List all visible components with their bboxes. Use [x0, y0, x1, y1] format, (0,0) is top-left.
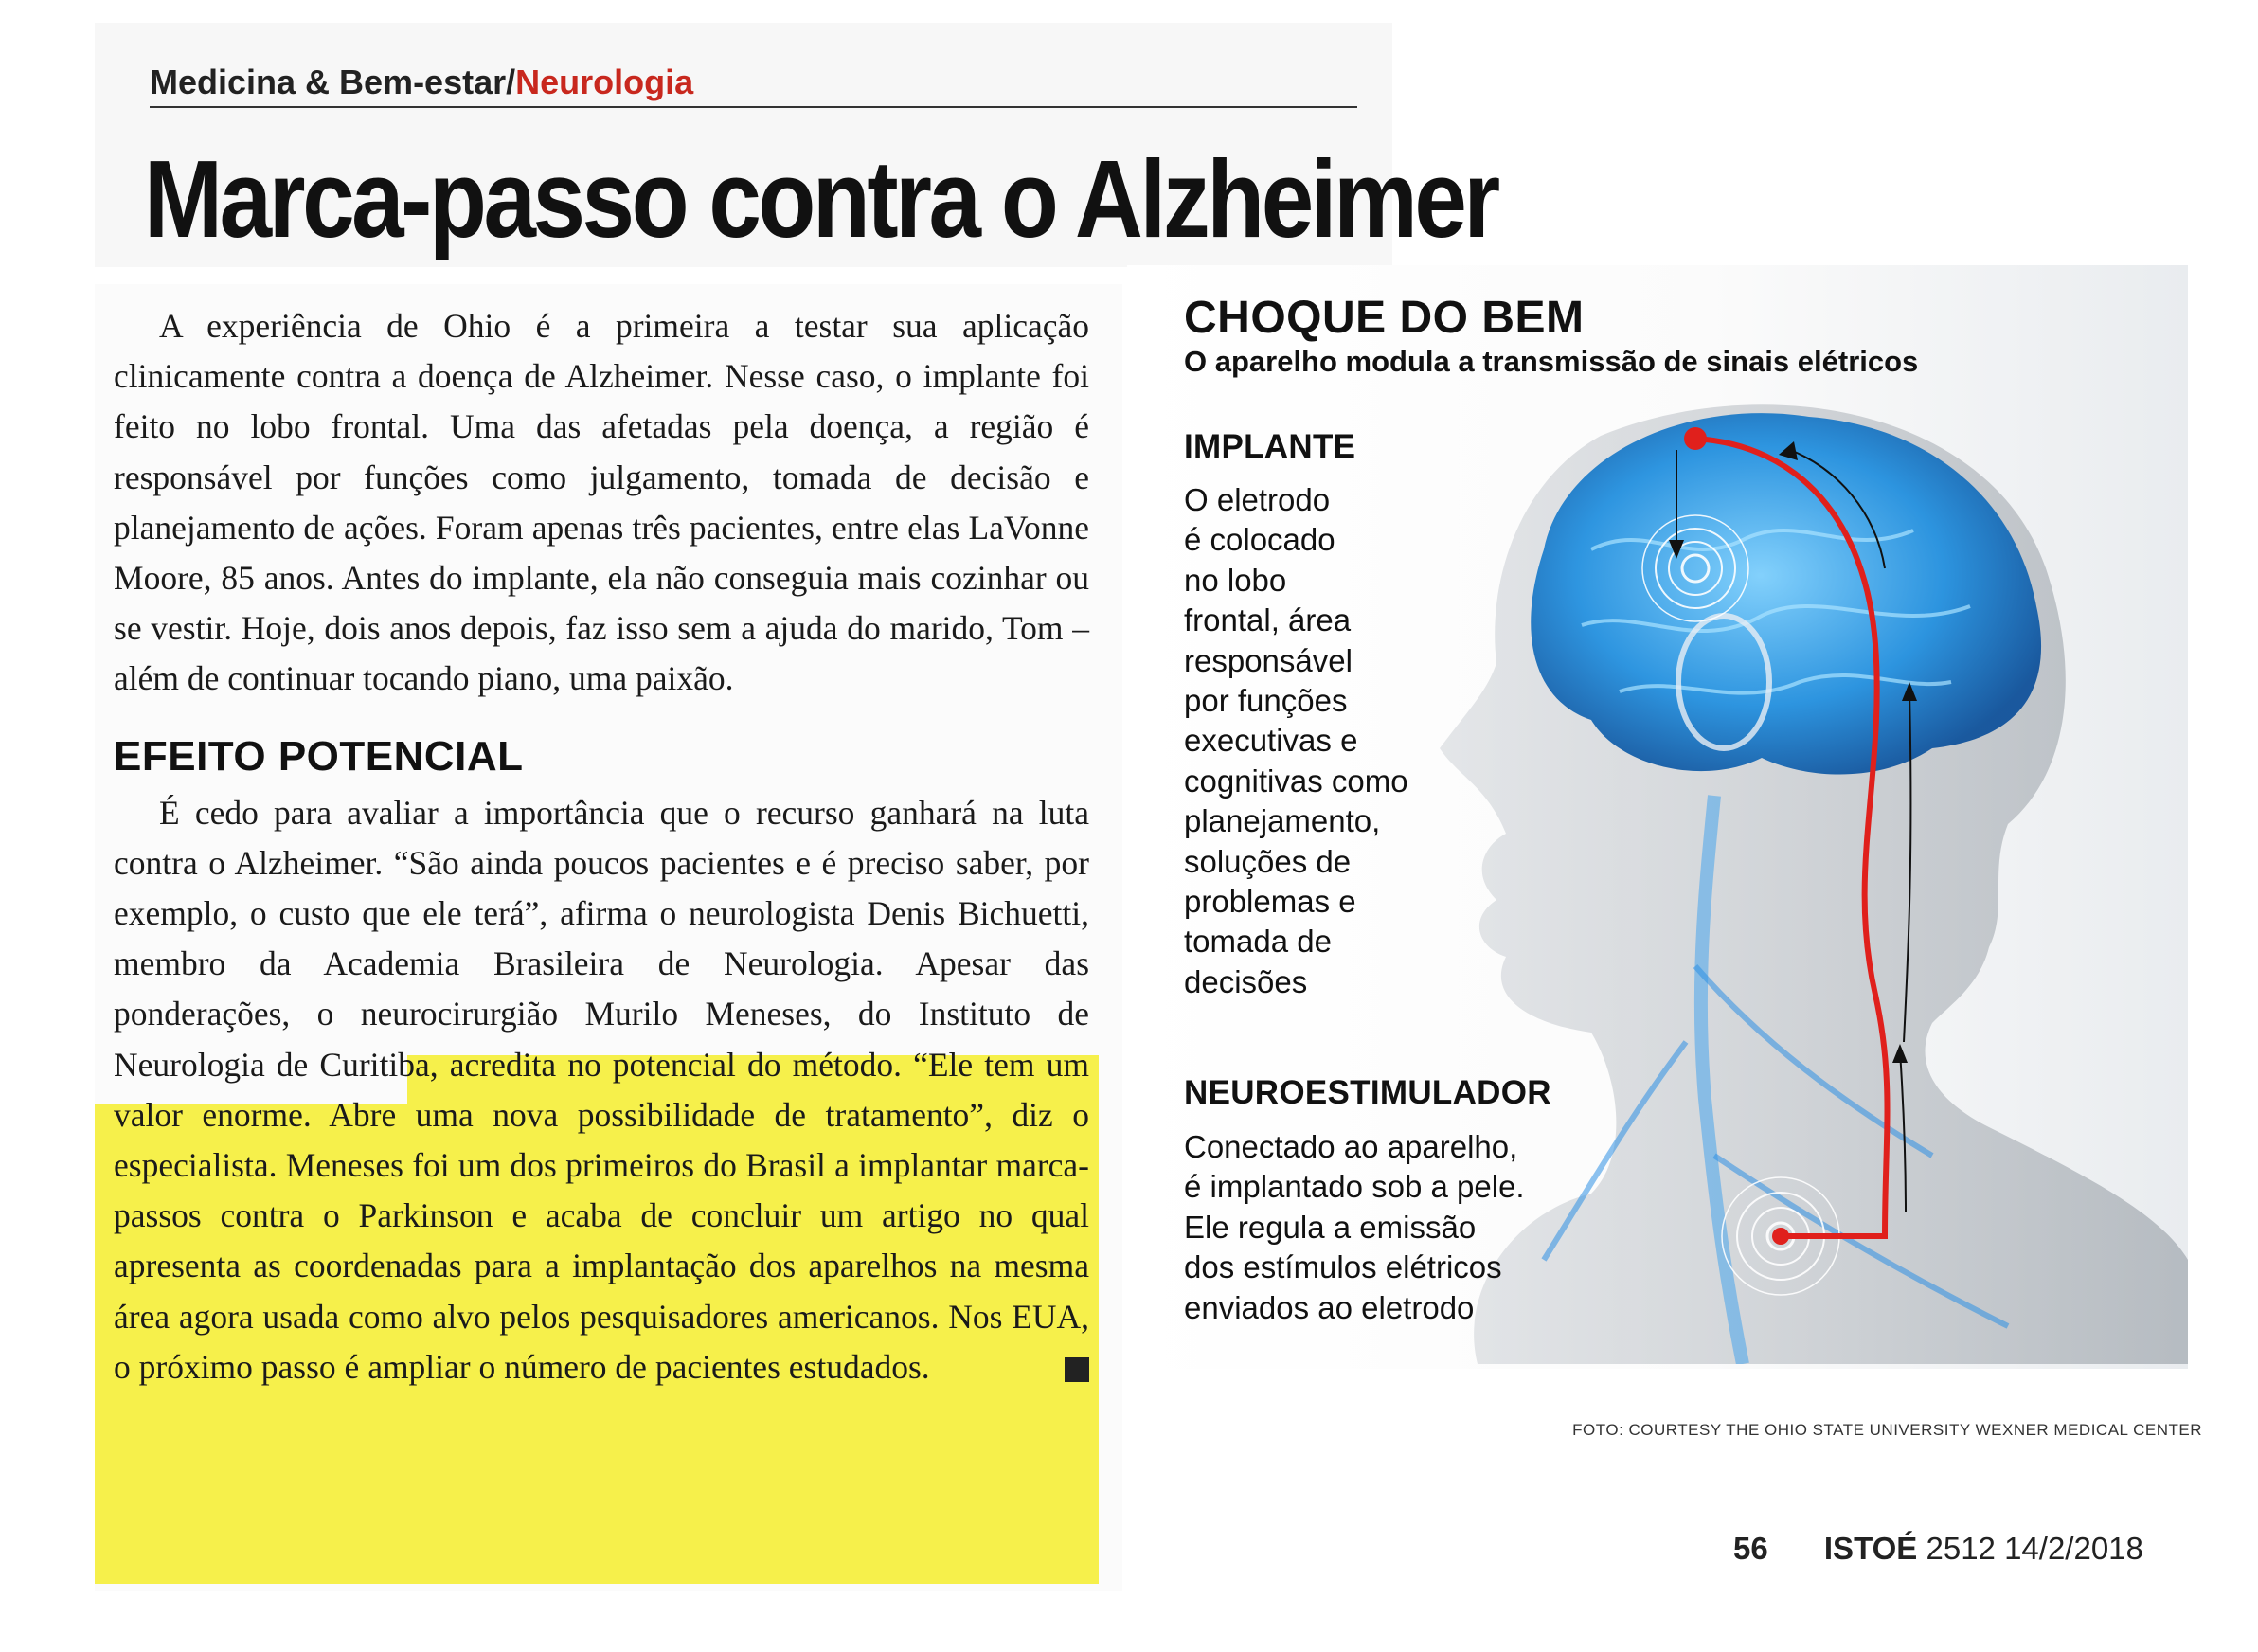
implante-line: soluções de [1184, 843, 1352, 879]
section-label [150, 61, 1357, 108]
implante-line: responsável [1184, 642, 1353, 678]
implante-text [1184, 480, 1408, 1002]
subsection-name: Neurologia [515, 63, 694, 101]
implante-line: cognitivas como [1184, 763, 1408, 799]
issue-date: 2512 14/2/2018 [1926, 1531, 2143, 1566]
neuroestimulador-text [1184, 1127, 1525, 1328]
implante-line: no lobo [1184, 562, 1287, 598]
neuroestimulador-label: NEUROESTIMULADOR [1184, 1074, 1551, 1111]
page-footer [1733, 1531, 2178, 1567]
neuro-line: Conectado ao aparelho, [1184, 1129, 1518, 1164]
neuro-line: é implantado sob a pele. [1184, 1169, 1525, 1205]
article-subhead: EFEITO POTENCIAL [114, 732, 524, 780]
implante-line: O eletrodo [1184, 482, 1331, 517]
infographic-subtitle: O aparelho modula a transmissão de sinais elétricos [1184, 345, 1919, 378]
implante-line: por funções [1184, 683, 1348, 719]
neuro-line: enviados ao eletrodo [1184, 1289, 1475, 1325]
highlighted-text: Apesar das ponderações, o neurocirurgião Murilo Meneses, do Instituto de Neurologia de Curitiba, acredita no potencial do método. “Ele tem um valor enorme. Abre uma nova possibilidade de tratamento”, diz o especialista. Meneses foi um dos primeiros do Brasil a implantar marca-passos contra o Parkinson e acaba de concluir um artigo no qual apresenta as coordenadas para a implantação dos aparelhos na mesma área agora usada como alvo pelos pesquisadores americanos. Nos EUA, o próximo passo é ampliar o número de pacientes estudados. [114, 944, 1090, 1386]
article-body [114, 301, 1089, 1392]
implante-line: decisões [1184, 963, 1308, 999]
article-paragraph: A experiência de Ohio é a primeira a testar sua aplicação clinicamente contra a doença de Alzheimer. Nesse caso, o implante foi feito no lobo frontal. Uma das afetadas pela doença, a região é responsável por funções como julgamento, tomada de decisão e planejamento de ações. Foram apenas três pacientes, entre elas LaVonne Moore, 85 anos. Antes do implante, ela não conseguia mais cozinhar ou se vestir. Hoje, dois anos depois, faz isso sem a ajuda do marido, Tom – além de continuar tocando piano, uma paixão. [114, 307, 1089, 698]
magazine-name: ISTOÉ [1823, 1531, 1918, 1566]
implante-line: executivas e [1184, 723, 1358, 759]
photo-credit: FOTO: COURTESY THE OHIO STATE UNIVERSITY WEXNER MEDICAL CENTER [1572, 1421, 2202, 1439]
section-name: Medicina & Bem-estar/ [150, 63, 516, 101]
implante-label: IMPLANTE [1184, 428, 1356, 465]
article-paragraph [114, 788, 1089, 1392]
neuro-line: dos estímulos elétricos [1184, 1249, 1502, 1285]
implante-line: tomada de [1184, 924, 1332, 960]
infographic-title: CHOQUE DO BEM [1184, 293, 1585, 343]
page-number: 56 [1733, 1531, 1768, 1566]
implante-line: problemas e [1184, 884, 1356, 920]
implante-line: frontal, área [1184, 602, 1352, 638]
neuro-line: Ele regula a emissão [1184, 1209, 1477, 1245]
headline: Marca-passo contra o Alzheimer [144, 137, 1497, 260]
end-mark-icon [1065, 1357, 1089, 1382]
implante-line: é colocado [1184, 522, 1335, 558]
paragraph-text: É cedo para avaliar a importância que o recurso ganhará na luta contra o Alzheimer. “São ainda poucos pacientes e é preciso saber, por exemplo, o custo que ele terá”, afirma o neurologista Denis Bichuetti, membro da Academia Brasileira de Neurologia. [114, 793, 1089, 983]
implante-line: planejamento, [1184, 803, 1381, 839]
